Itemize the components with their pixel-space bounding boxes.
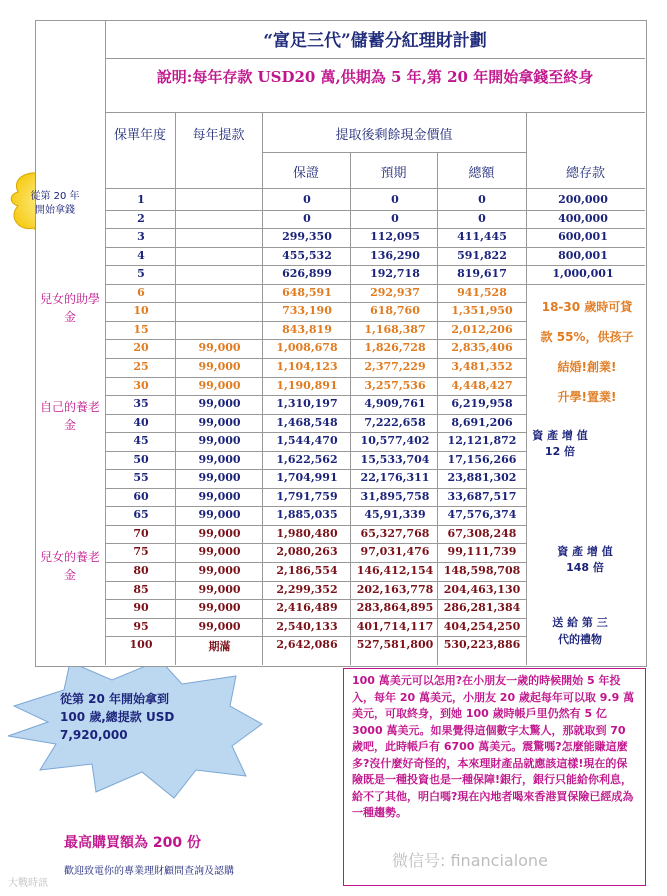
table-cell-draw: 99,000 xyxy=(198,601,241,615)
table-cell-g: 2,642,086 xyxy=(276,638,338,652)
table-cell-p: 4,909,761 xyxy=(364,397,426,411)
table-cell-g: 2,416,489 xyxy=(276,601,338,615)
table-cell-p: 0 xyxy=(391,193,399,206)
table-cell-year: 100 xyxy=(129,638,153,652)
row-rule xyxy=(105,247,645,248)
table-cell-year: 3 xyxy=(137,230,145,244)
table-cell-p: 97,031,476 xyxy=(360,545,430,559)
row-rule xyxy=(105,543,526,544)
table-cell-t: 12,121,872 xyxy=(447,434,517,448)
consult-text: 歡迎致電你的專業理財顧問查詢及認購 xyxy=(64,866,234,877)
table-cell-d: 400,000 xyxy=(558,211,608,225)
table-cell-draw: 99,000 xyxy=(198,471,241,485)
table-cell-g: 1,885,035 xyxy=(276,508,338,522)
table-cell-g: 648,591 xyxy=(282,285,332,299)
table-cell-year: 6 xyxy=(137,285,145,299)
table-cell-year: 15 xyxy=(133,322,149,336)
row-rule xyxy=(105,562,526,563)
table-cell-year: 10 xyxy=(133,304,149,318)
table-cell-draw: 99,000 xyxy=(198,378,241,392)
header-deposit: 總存款 xyxy=(565,166,605,181)
table-cell-year: 80 xyxy=(133,564,149,577)
table-cell-t: 204,463,130 xyxy=(443,582,521,596)
rule xyxy=(526,112,527,665)
table-cell-t: 67,308,248 xyxy=(447,526,517,540)
table-cell-draw: 期滿 xyxy=(208,640,231,654)
row-rule xyxy=(105,228,645,229)
row-rule xyxy=(105,302,526,303)
table-cell-t: 2,835,406 xyxy=(451,341,513,355)
label-children-retire: 兒女的養老金 xyxy=(40,550,101,582)
table-cell-year: 55 xyxy=(133,471,149,485)
table-cell-year: 5 xyxy=(137,267,145,281)
row-rule xyxy=(105,432,526,433)
table-cell-g: 299,350 xyxy=(282,230,332,244)
table-cell-p: 112,095 xyxy=(370,230,420,244)
table-cell-p: 283,864,895 xyxy=(356,601,434,615)
table-cell-year: 60 xyxy=(133,489,149,503)
page-subtitle: 說明:每年存款 USD20 萬,供期為 5 年,第 20 年開始拿錢至終身 xyxy=(156,68,594,86)
table-cell-g: 455,532 xyxy=(282,248,332,262)
table-cell-draw: 99,000 xyxy=(198,619,241,633)
table-cell-t: 3,481,352 xyxy=(451,359,513,373)
table-cell-p: 65,327,768 xyxy=(360,526,430,540)
table-cell-p: 146,412,154 xyxy=(356,564,434,577)
table-cell-g: 1,310,197 xyxy=(276,397,338,411)
table-cell-t: 23,881,302 xyxy=(447,471,517,485)
table-cell-year: 20 xyxy=(133,341,149,355)
row-rule xyxy=(105,395,526,396)
table-cell-year: 95 xyxy=(133,619,149,633)
watermark-left: 大戰時訊 xyxy=(8,878,48,889)
loan-note-line: 結婚!創業! xyxy=(557,360,617,374)
table-cell-g: 1,622,562 xyxy=(276,452,338,466)
table-cell-g: 2,186,554 xyxy=(276,564,338,577)
label-start-draw: 從第 20 年開始拿錢 xyxy=(30,191,80,216)
table-cell-p: 136,290 xyxy=(370,248,420,262)
table-cell-g: 1,544,470 xyxy=(276,434,338,448)
table-cell-year: 45 xyxy=(133,434,149,448)
table-cell-t: 0 xyxy=(478,211,486,225)
header-year: 保單年度 xyxy=(113,128,166,143)
rule xyxy=(262,152,526,153)
row-rule xyxy=(105,599,526,600)
table-cell-g: 0 xyxy=(303,211,311,225)
header-remaining: 提取後剩餘現金價值 xyxy=(335,128,453,143)
table-cell-g: 1,190,891 xyxy=(276,378,338,392)
bubble-line: 代的禮物 xyxy=(558,633,602,646)
header-draw: 每年提款 xyxy=(192,128,245,143)
table-cell-g: 2,540,133 xyxy=(276,619,338,633)
row-rule xyxy=(105,469,526,470)
row-rule xyxy=(105,339,526,340)
table-cell-draw: 99,000 xyxy=(198,341,241,355)
row-rule xyxy=(105,377,526,378)
table-cell-g: 0 xyxy=(303,193,311,206)
table-cell-p: 618,760 xyxy=(370,304,420,318)
row-rule xyxy=(105,210,645,211)
table-cell-p: 1,168,387 xyxy=(364,322,426,336)
header-total: 總額 xyxy=(468,166,495,181)
table-cell-p: 1,826,728 xyxy=(364,341,426,355)
table-cell-year: 65 xyxy=(133,508,149,522)
table-cell-year: 4 xyxy=(137,248,145,262)
row-rule xyxy=(105,358,526,359)
table-cell-d: 600,001 xyxy=(558,230,608,244)
table-cell-t: 1,351,950 xyxy=(451,304,513,318)
table-cell-p: 2,377,229 xyxy=(364,359,426,373)
table-cell-p: 10,577,402 xyxy=(360,434,430,448)
table-cell-t: 4,448,427 xyxy=(451,378,513,392)
table-cell-t: 941,528 xyxy=(457,285,507,299)
table-cell-p: 401,714,117 xyxy=(356,619,434,633)
bubble-line: 12 倍 xyxy=(544,445,576,458)
table-cell-t: 6,219,958 xyxy=(451,397,513,411)
table-cell-t: 0 xyxy=(478,193,486,206)
table-cell-year: 50 xyxy=(133,452,149,466)
row-rule xyxy=(105,618,526,619)
table-cell-p: 292,937 xyxy=(370,285,420,299)
table-cell-draw: 99,000 xyxy=(198,434,241,448)
table-cell-t: 591,822 xyxy=(457,248,507,262)
burst-line: 100 歲,總提款 USD xyxy=(60,710,175,724)
row-rule xyxy=(105,414,526,415)
table-cell-g: 1,980,480 xyxy=(276,526,338,540)
row-rule xyxy=(105,321,526,322)
label-own-retire: 自己的養老金 xyxy=(40,400,101,432)
table-cell-year: 70 xyxy=(133,526,149,540)
row-rule xyxy=(105,265,645,266)
table-cell-g: 1,791,759 xyxy=(276,489,338,503)
bubble-line: 148 倍 xyxy=(566,561,604,574)
table-cell-g: 1,008,678 xyxy=(276,341,338,355)
table-cell-t: 47,576,374 xyxy=(447,508,517,522)
rule xyxy=(175,112,176,665)
table-cell-t: 17,156,266 xyxy=(447,452,517,466)
burst-line: 從第 20 年開始拿到 xyxy=(60,692,170,706)
row-rule xyxy=(105,488,526,489)
rule xyxy=(105,58,645,59)
table-cell-t: 99,111,739 xyxy=(447,545,517,559)
table-cell-year: 30 xyxy=(133,378,149,392)
table-cell-draw: 99,000 xyxy=(198,508,241,522)
bubble-148x xyxy=(540,544,630,576)
bubble-line: 送 給 第 三 xyxy=(552,616,608,629)
table-cell-p: 15,533,704 xyxy=(360,452,430,466)
table-cell-p: 45,91,339 xyxy=(364,508,426,522)
table-cell-draw: 99,000 xyxy=(198,359,241,373)
table-cell-g: 1,104,123 xyxy=(276,359,338,373)
table-cell-t: 411,445 xyxy=(457,230,507,244)
table-cell-g: 1,468,548 xyxy=(276,415,338,429)
table-cell-t: 148,598,708 xyxy=(443,564,521,577)
page-title: “富足三代”儲蓄分紅理財計劃 xyxy=(263,31,487,51)
row-rule xyxy=(105,506,526,507)
table-cell-p: 22,176,311 xyxy=(360,471,430,485)
table-cell-draw: 99,000 xyxy=(198,452,241,466)
table-cell-g: 626,899 xyxy=(282,267,332,281)
header-projected: 預期 xyxy=(380,166,407,181)
table-cell-t: 2,012,206 xyxy=(451,322,513,336)
row-rule xyxy=(105,636,526,637)
bubble-line: 資 產 增 值 xyxy=(557,545,613,558)
table-cell-draw: 99,000 xyxy=(198,545,241,559)
loan-note-line: 升學!置業! xyxy=(557,390,617,404)
table-cell-year: 2 xyxy=(137,211,145,225)
table-cell-p: 0 xyxy=(391,211,399,225)
table-cell-p: 192,718 xyxy=(370,267,420,281)
table-cell-g: 733,190 xyxy=(282,304,332,318)
table-cell-d: 800,001 xyxy=(558,248,608,262)
bubble-gift xyxy=(534,614,626,648)
table-cell-t: 286,281,384 xyxy=(443,601,521,615)
table-cell-draw: 99,000 xyxy=(198,526,241,540)
table-cell-year: 1 xyxy=(137,193,145,206)
table-cell-draw: 99,000 xyxy=(198,489,241,503)
table-cell-p: 527,581,800 xyxy=(356,638,434,652)
rule xyxy=(105,188,645,189)
table-cell-t: 33,687,517 xyxy=(447,489,517,503)
rule xyxy=(105,112,645,113)
row-rule xyxy=(105,284,645,285)
table-cell-draw: 99,000 xyxy=(198,582,241,596)
table-cell-p: 7,222,658 xyxy=(364,415,426,429)
burst-line: 7,920,000 xyxy=(60,728,128,742)
table-cell-t: 8,691,206 xyxy=(451,415,513,429)
table-cell-d: 1,000,001 xyxy=(552,267,614,281)
table-cell-draw: 99,000 xyxy=(198,415,241,429)
label-children-edu: 兒女的助學金 xyxy=(40,292,101,324)
table-cell-p: 31,895,758 xyxy=(360,489,430,503)
table-cell-d: 200,000 xyxy=(558,193,608,206)
loan-note-line: 款 55%，供孩子 xyxy=(540,330,634,344)
burst-summary xyxy=(60,690,220,744)
watermark-right: 微信号: financialone xyxy=(392,851,548,870)
table-cell-year: 90 xyxy=(133,601,149,615)
story-box: 100 萬美元可以怎用?在小朋友一歲的時候開始 5 年投入，每年 20 萬美元，小朋友 20 歲起每年可以取 9.9 萬美元，可取終身，到她 100 歲時帳戶里仍然有 5 亿 3000 萬美元。如果覺得這個數字太驚人，那就取到 70 歲吧，此時帳戶有 6700 萬美元。震驚嗎?怎麼能賺這麼多?沒什麼好奇怪的，本來理財產品就應該這樣!現在的保險既是一種投資也是一種保障!銀行，銀行只能給你利息，給不了其他，明白嗎?現在內地者喝來香港買保險已經成為一種趨勢。 xyxy=(343,668,646,886)
row-rule xyxy=(105,525,526,526)
table-cell-year: 85 xyxy=(133,582,149,596)
table-cell-year: 35 xyxy=(133,397,149,411)
table-cell-p: 202,163,778 xyxy=(356,582,434,596)
loan-note-line: 18-30 歲時可貸 xyxy=(541,300,633,314)
table-cell-g: 1,704,991 xyxy=(276,471,338,485)
table-cell-year: 75 xyxy=(133,545,149,559)
bubble-12x xyxy=(510,428,610,460)
bubble-line: 資 產 增 值 xyxy=(532,429,588,442)
row-rule xyxy=(105,581,526,582)
header-guaranteed: 保證 xyxy=(292,166,319,181)
table-cell-g: 843,819 xyxy=(282,322,332,336)
loan-note xyxy=(532,292,642,412)
table-cell-draw: 99,000 xyxy=(198,397,241,411)
table-cell-t: 530,223,886 xyxy=(443,638,521,652)
table-cell-t: 404,254,250 xyxy=(443,619,521,633)
table-cell-g: 2,080,263 xyxy=(276,545,338,559)
table-cell-year: 40 xyxy=(133,415,149,429)
rule xyxy=(262,112,263,665)
table-cell-t: 819,617 xyxy=(457,267,507,281)
table-cell-g: 2,299,352 xyxy=(276,582,338,596)
row-rule xyxy=(105,451,526,452)
table-cell-year: 25 xyxy=(133,359,149,373)
max-purchase: 最高購買額為 200 份 xyxy=(64,835,201,851)
table-cell-draw: 99,000 xyxy=(198,564,241,577)
table-cell-p: 3,257,536 xyxy=(364,378,426,392)
